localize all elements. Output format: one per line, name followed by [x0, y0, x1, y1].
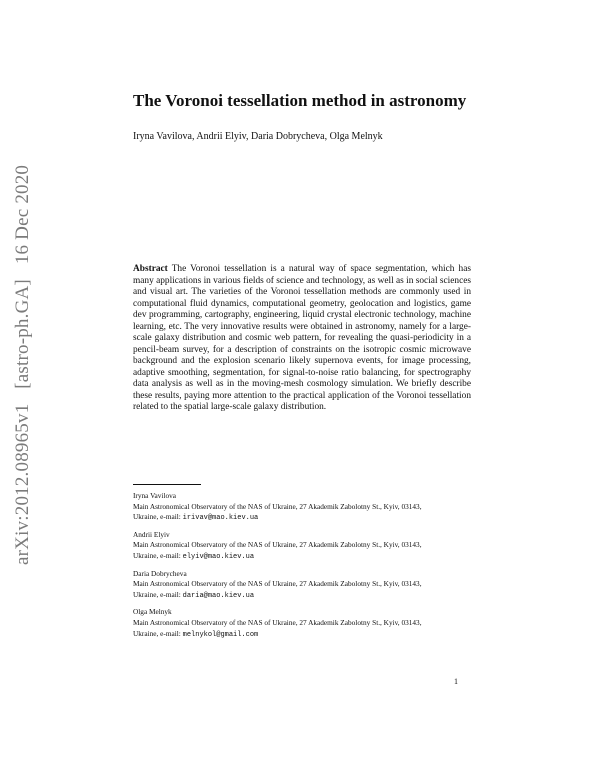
- abstract: [133, 264, 471, 414]
- affiliation-contact-prefix: Ukraine, e-mail:: [133, 512, 183, 522]
- affiliation-contact-prefix: Ukraine, e-mail:: [133, 589, 183, 599]
- paper-authors: Iryna Vavilova, Andrii Elyiv, Daria Dobrycheva, Olga Melnyk: [133, 131, 383, 142]
- arxiv-id: arXiv:2012.08965v1: [12, 403, 33, 565]
- arxiv-category: [astro-ph.GA]: [12, 279, 33, 389]
- affiliation-contact-prefix: Ukraine, e-mail:: [133, 550, 183, 560]
- affiliation-block: [133, 569, 473, 602]
- affiliation-email[interactable]: daria@mao.kiev.ua: [182, 591, 255, 600]
- affiliation-email[interactable]: irivav@mao.kiev.ua: [182, 514, 259, 523]
- affiliation-block: [133, 491, 473, 524]
- affiliation-address: Main Astronomical Observatory of the NAS of Ukraine, 27 Akademik Zabolotny St., Kyiv, 03143,: [133, 579, 422, 589]
- affiliation-name: Daria Dobrycheva: [133, 568, 187, 578]
- arxiv-stamp-text: [12, 165, 34, 565]
- affiliation-name: Andrii Elyiv: [133, 529, 170, 539]
- affiliation-contact: [133, 590, 473, 602]
- arxiv-date: 16 Dec 2020: [12, 164, 33, 265]
- arxiv-stamp: [12, 165, 42, 565]
- affiliation-contact: [133, 512, 473, 524]
- affiliation-address: Main Astronomical Observatory of the NAS of Ukraine, 27 Akademik Zabolotny St., Kyiv, 03143,: [133, 501, 422, 511]
- affiliation-contact: [133, 551, 473, 563]
- abstract-text: The Voronoi tessellation is a natural way of space segmentation, which has many applications in various fields of science and technology, as well as in social sciences and visual art. The varieties of the Voronoi tessellation methods are commonly used in computational fluid dynamics, computational geometry, geolocation and logistics, game dev programming, cartography, engineering, liquid crystal electronic technology, machine learning, etc. The very innovative results were obtained in astronomy, namely for a large-scale galaxy distribution and cosmic web pattern, for revealing the quasi-periodicity in a pencil-beam survey, for a description of constraints on the isotropic cosmic microwave background and the explosion scenario likely supernova events, for image processing, adaptive smoothing, segmentation, for signal-to-noise ratio balancing, for spectrography data analysis as well as in the moving-mesh cosmology simulation. We briefly describe these results, paying more attention to the practical application of the Voronoi tessellation related to the spatial large-scale galaxy distribution.: [133, 264, 472, 412]
- page-number: 1: [454, 677, 458, 686]
- affiliations: [133, 491, 473, 646]
- affiliation-block: [133, 530, 473, 563]
- affiliation-address: Main Astronomical Observatory of the NAS of Ukraine, 27 Akademik Zabolotny St., Kyiv, 03143,: [133, 540, 422, 550]
- abstract-heading: Abstract: [133, 264, 168, 274]
- affiliation-contact: [133, 629, 473, 641]
- affiliation-email[interactable]: melnykol@gmail.com: [182, 630, 259, 639]
- footnote-rule: [133, 484, 201, 485]
- affiliation-address: Main Astronomical Observatory of the NAS of Ukraine, 27 Akademik Zabolotny St., Kyiv, 03143,: [133, 617, 422, 627]
- affiliation-name: Olga Melnyk: [133, 607, 172, 617]
- affiliation-email[interactable]: elyiv@mao.kiev.ua: [182, 552, 255, 561]
- affiliation-name: Iryna Vavilova: [133, 491, 177, 500]
- paper-title: The Voronoi tessellation method in astronomy: [133, 91, 467, 110]
- affiliation-block: [133, 607, 473, 640]
- affiliation-contact-prefix: Ukraine, e-mail:: [133, 628, 183, 638]
